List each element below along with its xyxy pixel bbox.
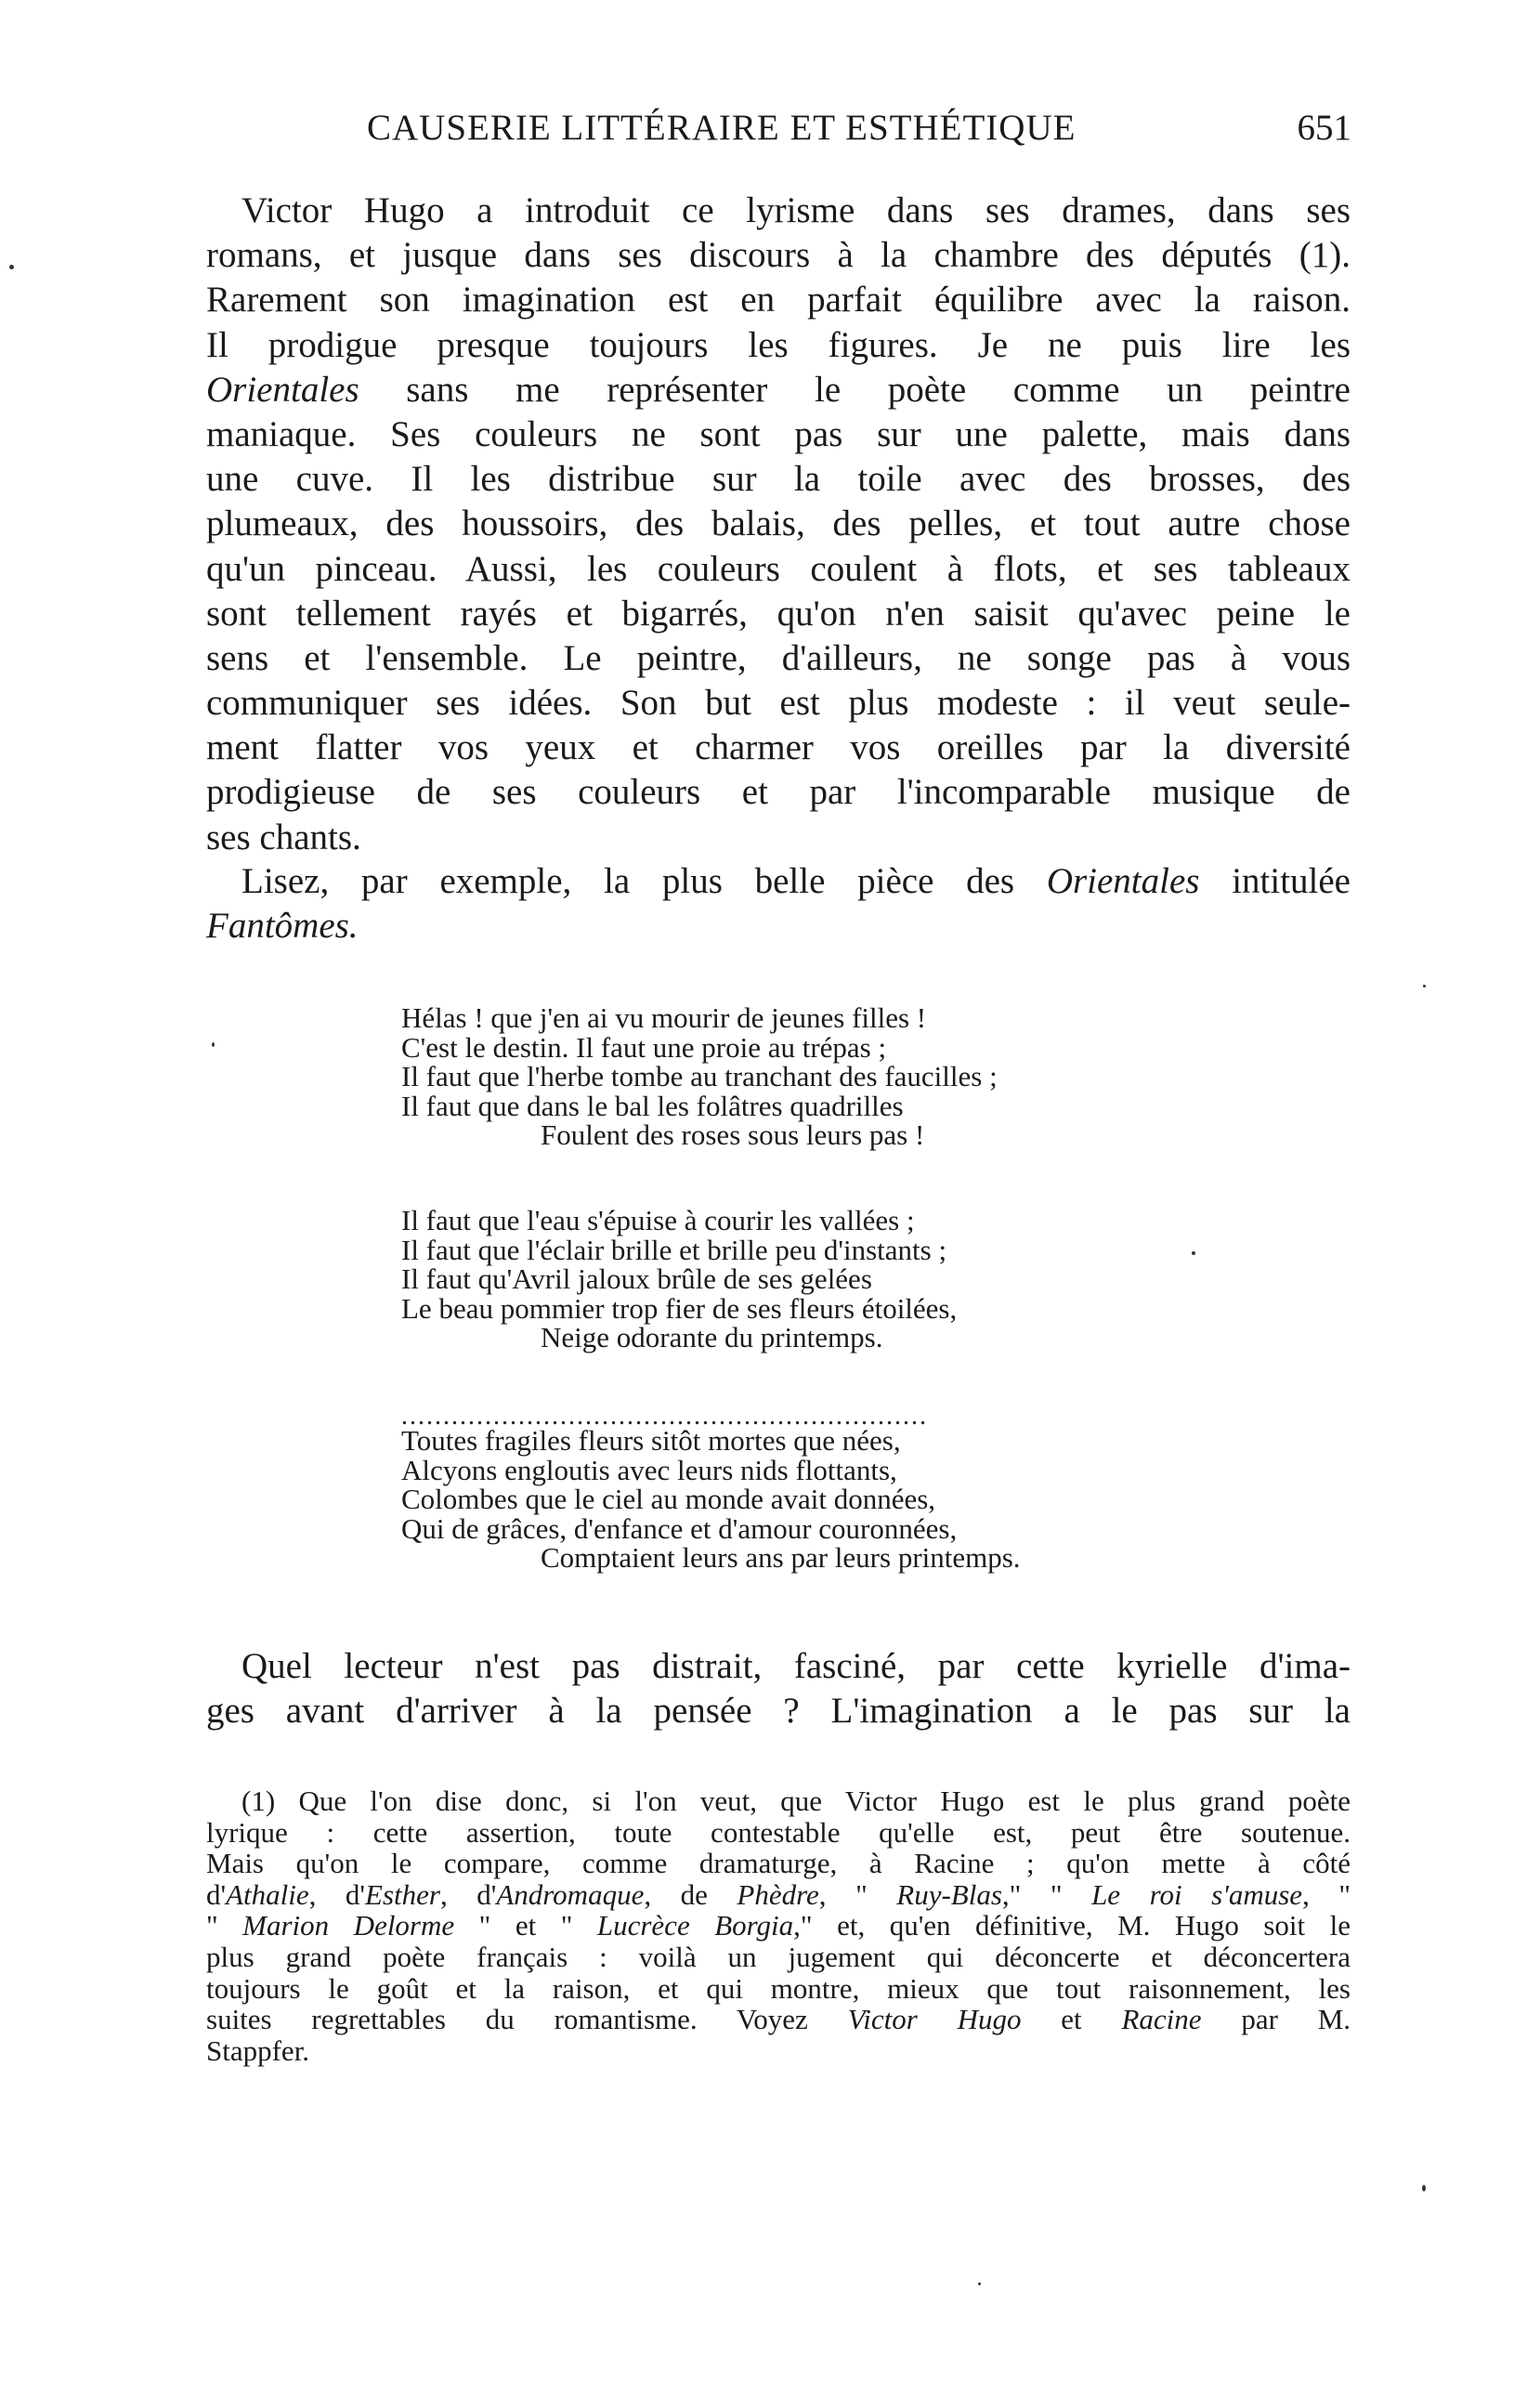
- omission-dots: ...............................................................: [401, 1402, 928, 1431]
- verse-line: Alcyons engloutis avec leurs nids flottants,: [401, 1453, 897, 1486]
- footnote-line: plus grand poète français : voilà un jugement qui déconcerte et déconcertera: [206, 1940, 1351, 1973]
- paragraph-fantomes-intro: [206, 859, 1351, 948]
- text-segment: intitulée: [1199, 861, 1351, 901]
- text-segment: " et ": [454, 1909, 597, 1942]
- italic-title: Phèdre: [737, 1877, 819, 1911]
- print-speck: [212, 1042, 215, 1047]
- footnote-line: Mais qu'on le compare, comme dramaturge, à Racine ; qu'on mette à côté: [206, 1847, 1351, 1880]
- text-segment: , d': [308, 1877, 366, 1911]
- text-line: ses chants.: [206, 817, 361, 857]
- footnote-line: (1) Que l'on dise donc, si l'on veut, que Victor Hugo est le plus grand poète: [241, 1785, 1351, 1817]
- text-segment: suites regrettables du romantisme. Voyez: [206, 2003, 848, 2036]
- poem-stanza: [401, 1402, 1200, 1575]
- text-segment: et: [1021, 2003, 1122, 2036]
- footnote-line: [206, 1879, 1351, 1911]
- verse-line: Comptaient leurs ans par leurs printemps.: [541, 1541, 1021, 1575]
- text-segment: ," ": [1001, 1877, 1092, 1911]
- footnote-line: [206, 1910, 1351, 1942]
- verse-line: Il faut que dans le bal les folâtres quadrilles: [401, 1089, 904, 1122]
- italic-title: Marion Delorme: [242, 1909, 455, 1942]
- text-segment: , de: [644, 1877, 737, 1911]
- text-line: romans, et jusque dans ses discours à la chambre des députés (1).: [206, 235, 1351, 276]
- italic-title: Orientales: [1046, 861, 1200, 901]
- text-segment: , ": [818, 1877, 897, 1911]
- text-line: [206, 368, 1351, 412]
- verse-line: Foulent des roses sous leurs pas !: [541, 1118, 925, 1152]
- verse-line: Il faut qu'Avril jaloux brûle de ses gelées: [401, 1262, 872, 1296]
- text-line: Quel lecteur n'est pas distrait, fasciné, par cette kyrielle d'ima-: [241, 1646, 1351, 1686]
- footnote-line: toujours le goût et la raison, et qui montre, mieux que tout raisonnement, les: [206, 1971, 1351, 2005]
- text-line: Rarement son imagination est en parfait équilibre avec la raison.: [206, 280, 1351, 320]
- text-line: [206, 859, 1351, 904]
- verse-line: Il faut que l'eau s'épuise à courir les vallées ;: [401, 1204, 915, 1236]
- text-segment: ," et, qu'en définitive, M. Hugo soit le: [793, 1909, 1351, 1942]
- text-line: sont tellement rayés et bigarrés, qu'on n'en saisit qu'avec peine le: [206, 593, 1351, 634]
- verse-line: Colombes que le ciel au monde avait données,: [401, 1483, 936, 1516]
- footnote-line: Stappfer.: [206, 2033, 310, 2067]
- italic-title: Athalie: [226, 1877, 309, 1911]
- text-line: plumeaux, des houssoirs, des balais, des pelles, et tout autre chose: [206, 503, 1351, 544]
- text-line-rest: sans me représenter le poète comme un peintre: [359, 369, 1351, 410]
- text-line: Il prodigue presque toujours les figures. Je ne puis lire les: [206, 324, 1351, 365]
- print-speck: [9, 265, 14, 269]
- italic-title: Esther: [365, 1877, 440, 1911]
- paragraph-reader-distracted: [206, 1644, 1351, 1733]
- text-line: Victor Hugo a introduit ce lyrisme dans ses drames, dans ses: [241, 190, 1351, 230]
- text-line: ment flatter vos yeux et charmer vos oreilles par la diversité: [206, 727, 1351, 768]
- text-segment: , d': [439, 1877, 497, 1911]
- text-segment: par M.: [1201, 2003, 1351, 2036]
- verse-line: Qui de grâces, d'enfance et d'amour couronnées,: [401, 1511, 958, 1545]
- print-speck: [1422, 2185, 1426, 2191]
- print-speck: [1192, 1251, 1195, 1255]
- verse-line: Il faut que l'éclair brille et brille peu d'instants ;: [401, 1233, 947, 1266]
- text-line: ges avant d'arriver à la pensée ? L'imagination a le pas sur la: [206, 1691, 1351, 1732]
- running-title: CAUSERIE LITTÉRAIRE ET ESTHÉTIQUE: [367, 108, 1077, 148]
- text-line: prodigieuse de ses couleurs et par l'incomparable musique de: [206, 772, 1351, 813]
- text-line: communiquer ses idées. Son but est plus modeste : il veut seule-: [206, 683, 1351, 724]
- verse-line: Neige odorante du printemps.: [541, 1321, 883, 1354]
- verse-line: Il faut que l'herbe tombe au tranchant des faucilles ;: [401, 1060, 998, 1093]
- text-segment: Lisez, par exemple, la plus belle pièce des: [241, 861, 1047, 901]
- footnote: [206, 1785, 1351, 2066]
- text-line: une cuve. Il les distribue sur la toile avec des brosses, des: [206, 459, 1351, 500]
- footnote-line: lyrique : cette assertion, toute contestable qu'elle est, peut être soutenue.: [206, 1815, 1351, 1849]
- italic-title: Racine: [1121, 2003, 1202, 2036]
- text-line: maniaque. Ses couleurs ne sont pas sur une palette, mais dans: [206, 413, 1351, 454]
- text-segment: , ": [1302, 1877, 1351, 1911]
- poem-stanza: [401, 1206, 1200, 1353]
- verse-line: Le beau pommier trop fier de ses fleurs étoilées,: [401, 1291, 958, 1325]
- italic-title: Orientales: [206, 369, 359, 410]
- italic-title: Victor Hugo: [847, 2003, 1022, 2036]
- text-line: qu'un pinceau. Aussi, les couleurs coulent à flots, et ses tableaux: [206, 548, 1351, 589]
- print-speck: [1423, 985, 1426, 987]
- page-number: 651: [1297, 108, 1351, 148]
- text-line: [206, 904, 1351, 948]
- italic-title: Ruy-Blas: [896, 1877, 1002, 1911]
- print-speck: [978, 2282, 981, 2285]
- verse-line: Toutes fragiles fleurs sitôt mortes que nées,: [401, 1424, 901, 1457]
- italic-title: Fantômes.: [206, 906, 359, 947]
- running-header: [367, 107, 1351, 163]
- verse-line: Hélas ! que j'en ai vu mourir de jeunes filles !: [401, 1001, 927, 1034]
- verse-line: C'est le destin. Il faut une proie au trépas ;: [401, 1030, 887, 1064]
- text-line: sens et l'ensemble. Le peintre, d'ailleurs, ne songe pas à vous: [206, 637, 1351, 678]
- text-segment: d': [206, 1877, 227, 1911]
- italic-title: Lucrèce Borgia: [596, 1909, 794, 1942]
- italic-title: Andromaque: [496, 1877, 645, 1911]
- italic-title: Le roi s'amuse: [1091, 1877, 1303, 1911]
- poem-stanza: [401, 1003, 1200, 1150]
- paragraph-hugo-lyricism: [206, 189, 1351, 860]
- text-segment: ": [206, 1909, 243, 1942]
- footnote-line: [206, 2004, 1351, 2035]
